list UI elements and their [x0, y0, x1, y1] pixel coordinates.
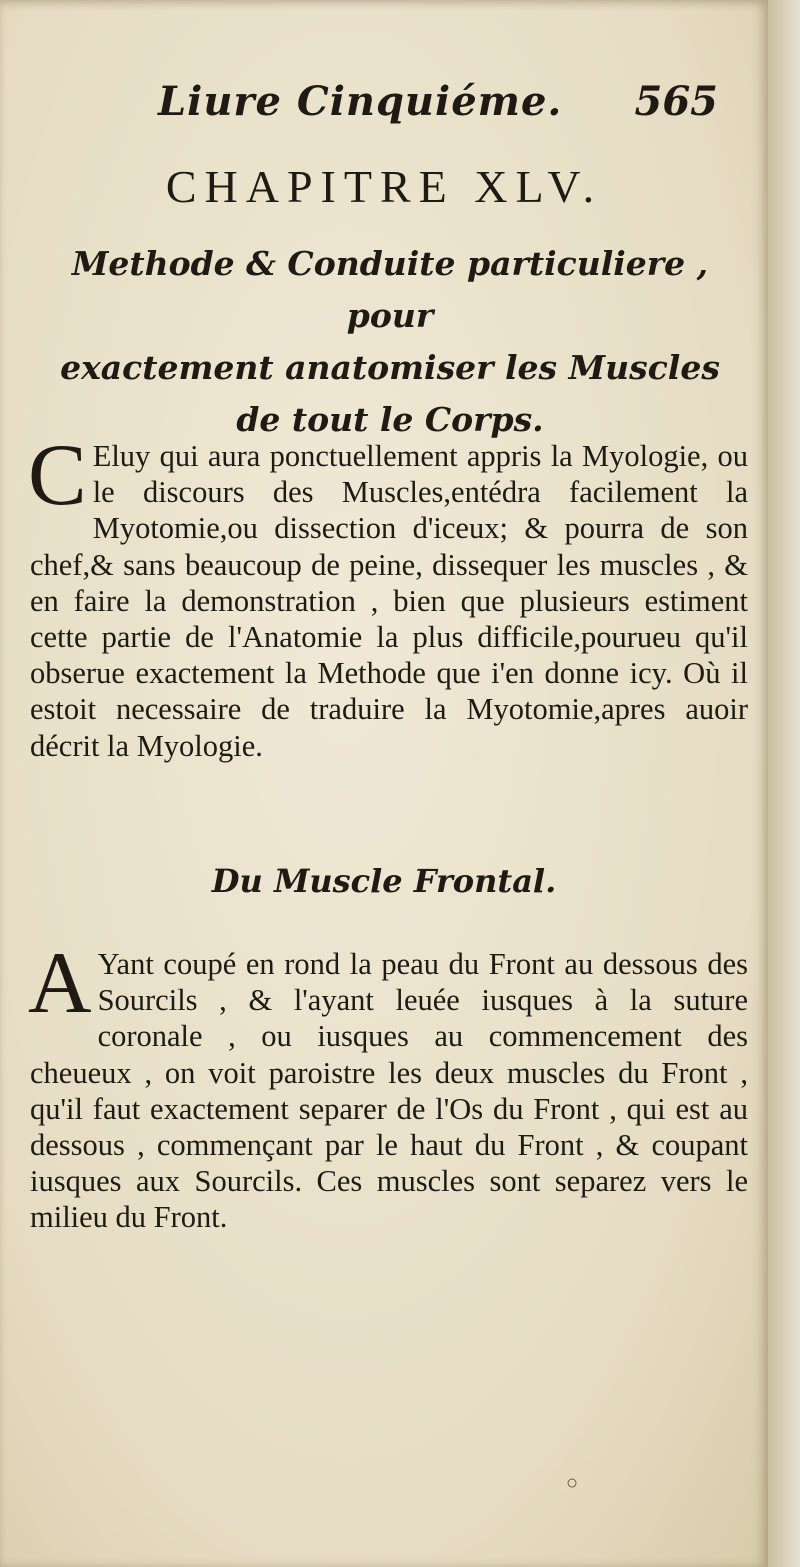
page-header	[40, 78, 730, 138]
chapter-heading: CHAPITRE XLV.	[165, 161, 603, 212]
ink-mark: ○	[566, 1472, 579, 1494]
paragraph-text: Yant coupé en rond la peau du Front au dessous des Sourcils , & l'ayant leuée iusques à la suture coronale , ou iusques au commencement des cheueux , on voit paroistre les deux muscles du Front , qu'il faut exactement separer de l'Os du Front , qui est au dessous , commençant par le haut du Front , & coupant iusques aux Sourcils. Ces muscles sont separez vers le milieu du Front.	[30, 947, 748, 1235]
section-title: Du Muscle Frontal.	[211, 862, 557, 900]
chapter-title-line: de tout le Corps.	[236, 400, 544, 439]
drop-cap: C	[28, 427, 87, 524]
paragraph-frontal	[28, 935, 748, 1236]
page-number: 565	[634, 78, 718, 125]
chapter-title-line: Methode & Conduite particuliere , pour	[71, 244, 709, 335]
paragraph-intro	[28, 427, 748, 764]
chapter-title-line: exactement anatomiser les Muscles	[60, 348, 720, 387]
chapter-title	[30, 238, 750, 446]
running-head: Liure Cinquiéme.	[158, 78, 563, 125]
paragraph-text: Eluy qui aura ponctuellement appris la Myologie, ou le discours des Muscles,entédra facilement la Myotomie,ou dissection d'iceux; & pourra de son chef,& sans beaucoup de peine, dissequer les muscles , & en faire la demonstration , bien que plusieurs estiment cette partie de l'Anatomie la plus difficile,pourueu qu'il obserue exactement la Methode que i'en donne icy. Où il estoit necessaire de traduire la Myotomie,apres auoir décrit la Myologie.	[30, 439, 748, 763]
drop-cap: A	[28, 935, 92, 1032]
page-edge	[768, 0, 800, 1567]
